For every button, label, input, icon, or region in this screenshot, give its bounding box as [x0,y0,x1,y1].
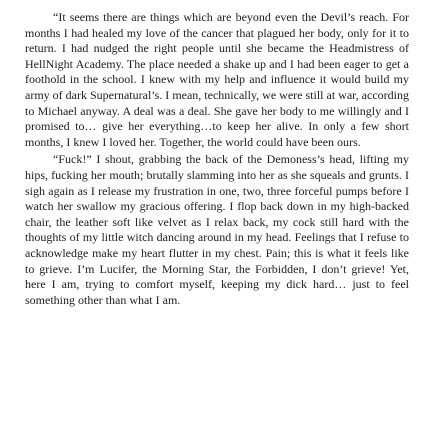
paragraph-1: “It seems there are things which are beyond even the Devil’s reach. For months I had healed my love of the cancer that plagued her body, only for it to return. I had nudged the right people until she became the Headmistress of HellNight Academy. The place needed a shake up and I had been eager to get a foothold in the school. I knew with my help and influence it would build my army of dark Supernatural’s. I mean, technically, we were still at war, according to Michael anyway. A deal was a deal. She gave her body to me willingly and I promised to… give her everything…to keep her alive. In only a few short months, I knew I loved her. Together, the world could have been ours. [25,10,409,149]
paragraph-2: “Fuck!” I shout, grabbing the back of the Demoness’s head, lifting my hips, fucking her mouth; brutally slamming into her as she squeals and grunts. I sigh again as I release my frustration in one, two, three forceful pumps before I watch her swallow my gracious offering. I flop back down in my high-backed chair, the leather soft like velvet as I relax back, my cock still hard with the thoughts of my little witch dancing around in my head. Feelings that I refuse to acknowledge make my heart flutter in my chest. Pain; this is what it feels like to grieve. I’m Lucifer, the Morning Star, the Forbidden, I don’t grieve! Yet, here I am, trying to comfort myself, keeping my dick hard… just to feel something other than what I am. [25,152,409,307]
